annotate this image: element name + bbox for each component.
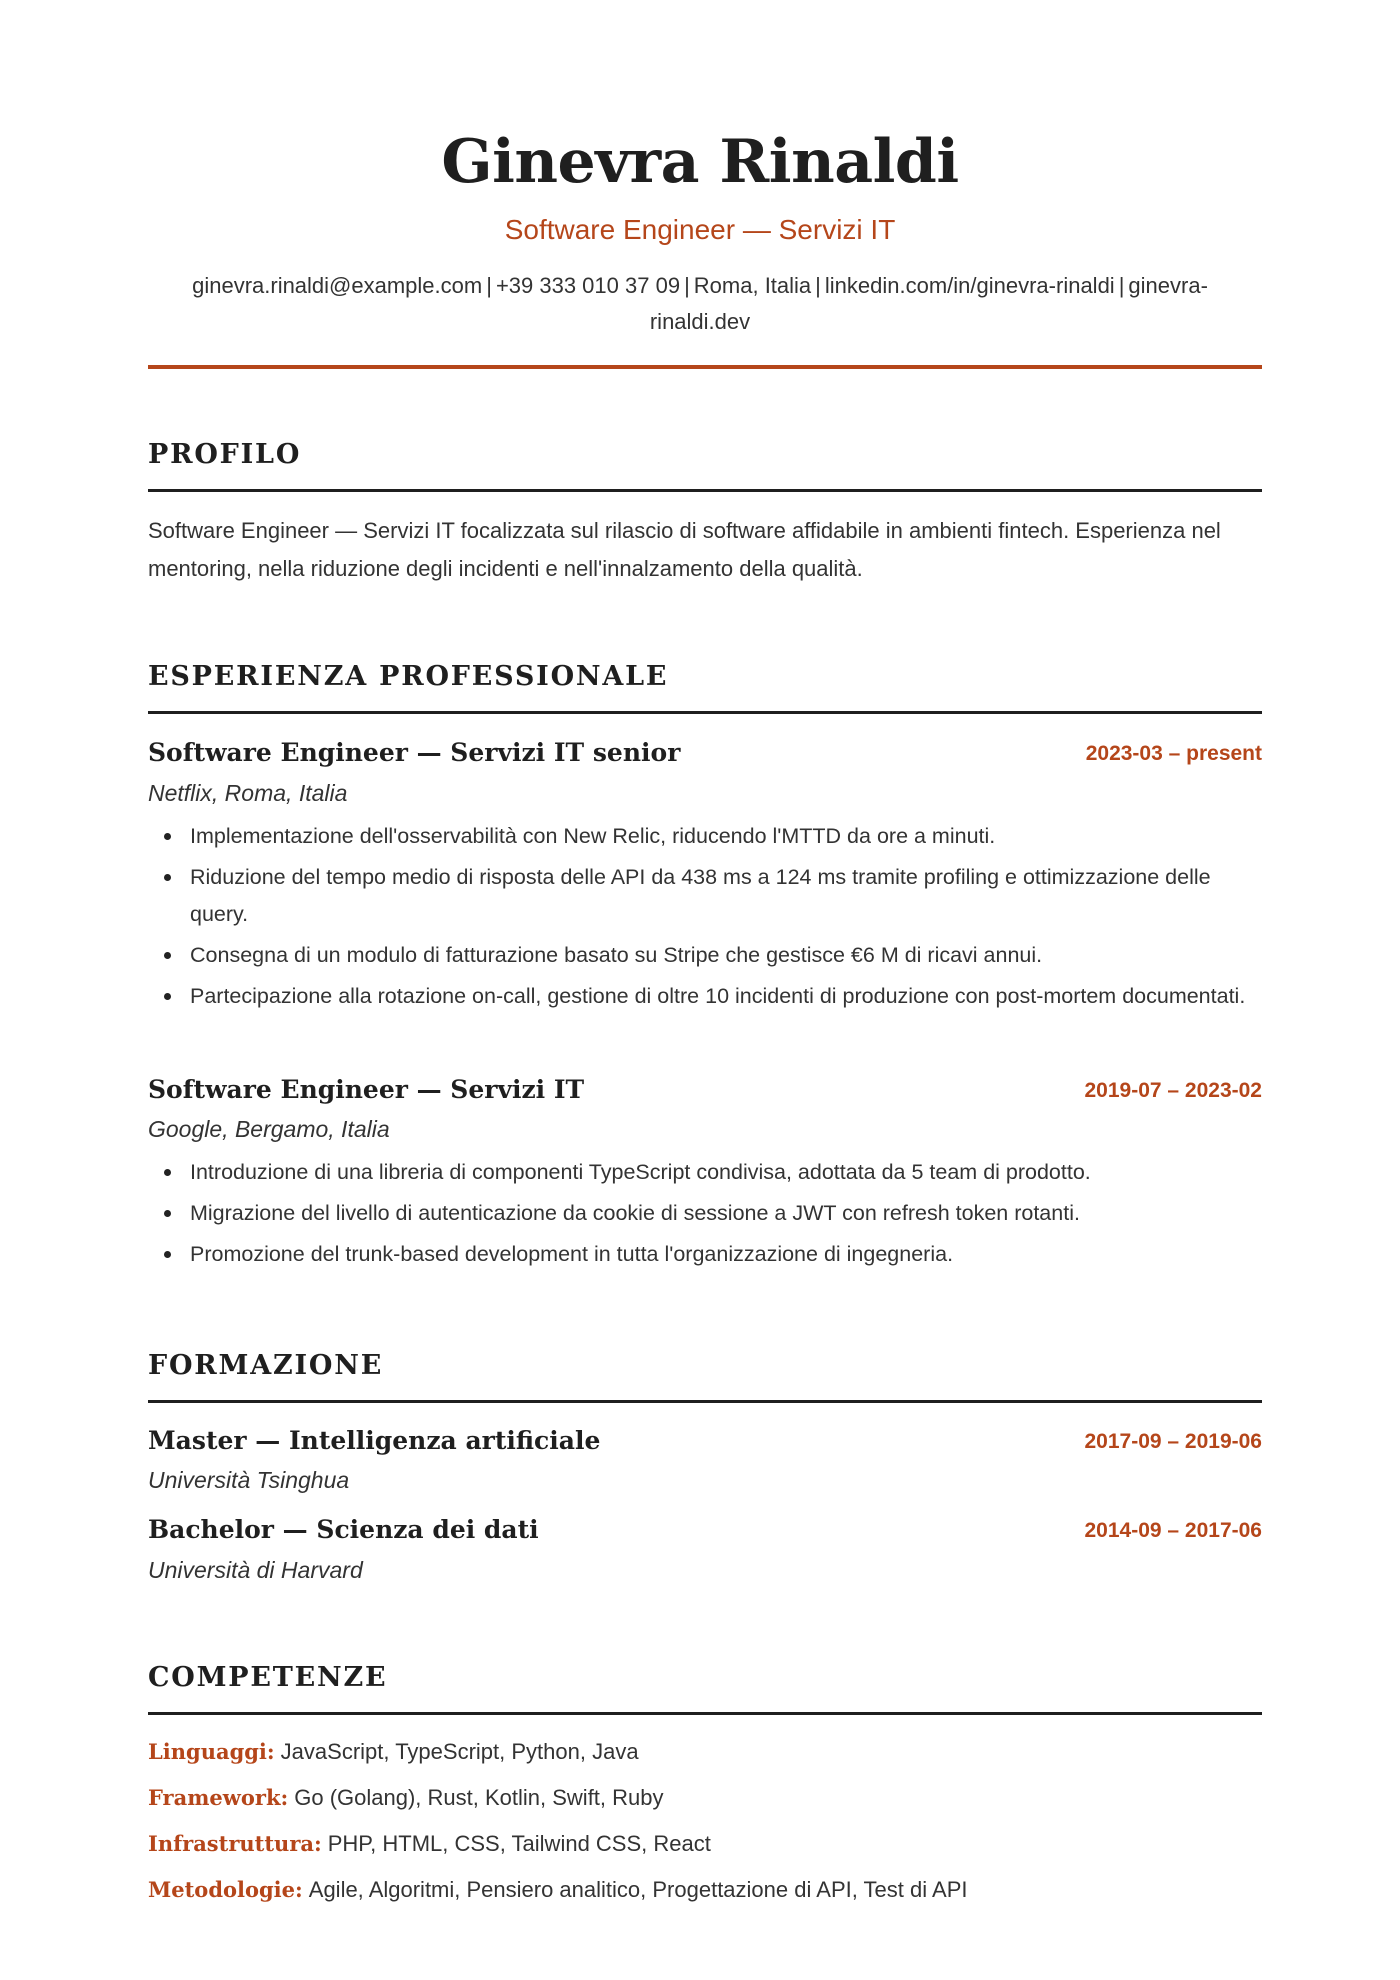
job-header (148, 736, 1262, 770)
skill-row (148, 1873, 1262, 1907)
separator: | (1118, 273, 1125, 298)
job-header (148, 1073, 1262, 1107)
contact-location: Roma, Italia (693, 273, 812, 298)
education-school: Università di Harvard (148, 1557, 363, 1583)
bullet-icon (164, 874, 171, 881)
separator: | (815, 273, 821, 298)
section-divider (148, 489, 1262, 492)
skill-value: PHP, HTML, CSS, Tailwind CSS, React (327, 1831, 711, 1856)
skill-value: JavaScript, TypeScript, Python, Java (280, 1739, 639, 1764)
section-divider (148, 711, 1262, 714)
bullet-text: Consegna di un modulo di fatturazione basato su Stripe che gestisce €6 M di ricavi annui. (190, 943, 1043, 967)
candidate-name: Ginevra Rinaldi (441, 127, 959, 197)
education-dates: 2017-09 – 2019-06 (1084, 1430, 1262, 1453)
skill-label: Linguaggi: (148, 1739, 275, 1764)
section-title-experience: ESPERIENZA PROFESSIONALE (148, 661, 669, 692)
list-item (148, 978, 1262, 1015)
education-school: Università Tsinghua (148, 1467, 350, 1493)
education-header (148, 1513, 1262, 1547)
candidate-title: Software Engineer — Servizi IT (504, 214, 896, 245)
profile-summary: Software Engineer — Servizi IT focalizzata sul rilascio di software affidabile in ambienti fintech. Esperienza nel mentoring, nella riduzione degli incidenti e nell'innalzamento della qualità. (148, 518, 1221, 581)
section-title-profile: PROFILO (148, 439, 302, 470)
job-role: Software Engineer — Servizi IT senior (148, 738, 681, 767)
education-degree: Bachelor — Scienza dei dati (148, 1515, 539, 1544)
bullet-icon (164, 833, 171, 840)
skill-row (148, 1827, 1262, 1861)
job-bullets (148, 818, 1262, 1019)
bullet-icon (164, 1210, 171, 1217)
separator: | (486, 273, 492, 298)
education-header (148, 1424, 1262, 1458)
bullet-text: Riduzione del tempo medio di risposta delle API da 438 ms a 124 ms tramite profiling e ottimizzazione delle query. (190, 865, 1211, 926)
contact-linkedin[interactable]: linkedin.com/in/ginevra-rinaldi (824, 273, 1115, 298)
contact-website[interactable]: ginevra-rinaldi.dev (649, 273, 1208, 334)
job-company: Netflix, Roma, Italia (148, 780, 348, 806)
skill-row (148, 1781, 1262, 1815)
bullet-text: Partecipazione alla rotazione on-call, gestione di oltre 10 incidenti di produzione con post-mortem documentati. (190, 984, 1246, 1008)
contact-email[interactable]: ginevra.rinaldi@example.com (192, 273, 483, 298)
job-dates: 2023-03 – present (1085, 742, 1262, 765)
section-divider (148, 1712, 1262, 1715)
list-item (148, 818, 1262, 855)
section-title-education: FORMAZIONE (148, 1350, 384, 1381)
bullet-text: Introduzione di una libreria di componenti TypeScript condivisa, adottata da 5 team di prodotto. (190, 1160, 1091, 1184)
skill-value: Agile, Algoritmi, Pensiero analitico, Progettazione di API, Test di API (308, 1877, 968, 1902)
bullet-text: Migrazione del livello di autenticazione da cookie di sessione a JWT con refresh token rotanti. (190, 1201, 1080, 1225)
section-divider (148, 1400, 1262, 1403)
skill-label: Framework: (148, 1785, 289, 1810)
contact-phone[interactable]: +39 333 010 37 09 (495, 273, 681, 298)
skill-label: Metodologie: (148, 1877, 303, 1902)
header-divider (148, 365, 1262, 369)
bullet-icon (164, 993, 171, 1000)
education-degree: Master — Intelligenza artificiale (148, 1426, 601, 1455)
list-item (148, 937, 1262, 974)
education-dates: 2014-09 – 2017-06 (1084, 1519, 1262, 1542)
bullet-icon (164, 1169, 171, 1176)
list-item (148, 1154, 1262, 1191)
bullet-text: Implementazione dell'osservabilità con New Relic, riducendo l'MTTD da ore a minuti. (190, 824, 996, 848)
job-dates: 2019-07 – 2023-02 (1084, 1079, 1262, 1102)
skill-row (148, 1735, 1262, 1769)
bullet-icon (164, 952, 171, 959)
skill-value: Go (Golang), Rust, Kotlin, Swift, Ruby (294, 1785, 664, 1810)
list-item (148, 1236, 1262, 1273)
job-role: Software Engineer — Servizi IT (148, 1075, 585, 1104)
job-company: Google, Bergamo, Italia (148, 1116, 390, 1142)
contact-line (160, 268, 1240, 340)
bullet-icon (164, 1251, 171, 1258)
job-bullets (148, 1154, 1262, 1277)
list-item (148, 859, 1262, 933)
bullet-text: Promozione del trunk-based development in tutta l'organizzazione di ingegneria. (190, 1242, 954, 1266)
separator: | (684, 273, 690, 298)
list-item (148, 1195, 1262, 1232)
skill-label: Infrastruttura: (148, 1831, 322, 1856)
section-title-skills: COMPETENZE (148, 1662, 388, 1693)
